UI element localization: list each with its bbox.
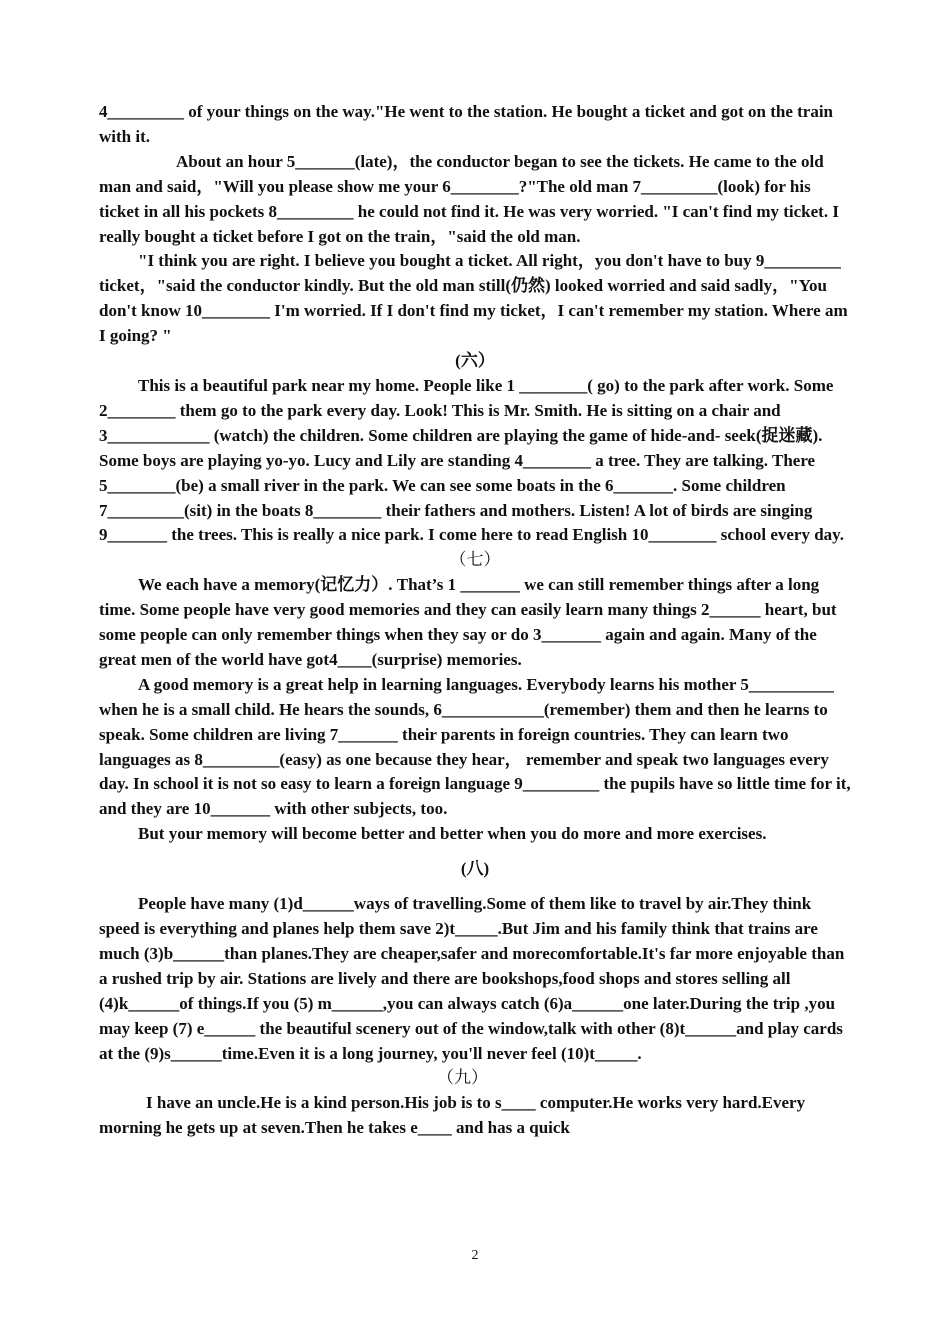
- paragraph-travel: People have many (1)d______ways of travelling.Some of them like to travel by air.They think speed is everything and planes help them save 2)t_____.But Jim and his family think that trains are much (3)b______than planes.They are cheaper,safer and morecomfortable.It's far more enjoyable than a rushed trip by air. Stations are lively and there are bookshops,food shops and stores selling all (4)k______of things.If you (5) m______,you can always catch (6)a______one later.During the trip ,you may keep (7) e______ the beautiful scenery out of the window,talk with other (8)t______and play cards at the (9)s______time.Even it is a long journey, you'll never feel (10)t_____.: [99, 894, 845, 1063]
- paragraph-2: About an hour 5_______(late)，the conductor began to see the tickets. He came to the old man and said，"Will you please show me your 6________?"The old man 7_________(look) for his ticket in all his pockets 8_________ he could not find it. He was very worried. "I can't find my ticket. I really bought a ticket before I got on the train，"said the old man.: [99, 151, 839, 246]
- paragraph-3: "I think you are right. I believe you bought a ticket. All right，you don't have to buy 9_________ ticket，"said the conductor kindly. But the old man still(仍然) looked worried and said sadly，"You don't know 10________ I'm worried. If I don't find my ticket，I can't remember my station. Where am I going? ": [99, 251, 848, 346]
- page-number: 2: [471, 1248, 479, 1263]
- paragraph-memory-1: We each have a memory(记忆力）. That’s 1 _______ we can still remember things after a long time. Some people have very good memories and they can easily learn many things 2______ heart, but some people can only remember things when they say or do 3_______ again and again. Many of the great men of the world have got4____(surprise) memories.: [99, 575, 837, 669]
- section-heading-9: （九）: [437, 1068, 488, 1088]
- document-body: [99, 100, 851, 1141]
- section-heading-8: (八): [460, 859, 490, 879]
- paragraph-memory-3: But your memory will become better and better when you do more and more exercises.: [138, 824, 767, 844]
- paragraph-park: This is a beautiful park near my home. People like 1 ________( go) to the park after work. Some 2________ them go to the park every day. Look! This is Mr. Smith. He is sitting on a chair and 3____________ (watch) the children. Some children are playing the game of hide-and- seek(捉迷藏). Some boys are playing yo-yo. Lucy and Lily are standing 4________ a tree. They are talking. There 5________(be) a small river in the park. We can see some boats in the 6_______. Some children 7_________(sit) in the boats 8________ their fathers and mothers. Listen! A lot of birds are singing 9_______ the trees. This is really a nice park. I come here to read English 10________ school every day.: [99, 375, 844, 545]
- paragraph-1: 4_________ of your things on the way."He went to the station. He bought a ticket and got on the train with it.: [99, 102, 834, 146]
- paragraph-uncle: I have an uncle.He is a kind person.His job is to s____ computer.He works very hard.Every morning he gets up at seven.Then he takes e____ and has a quick: [99, 1093, 806, 1138]
- paragraph-memory-2: A good memory is a great help in learning languages. Everybody learns his mother 5__________ when he is a small child. He hears the sounds, 6____________(remember) them and then he learns to speak. Some children are living 7_______ their parents in foreign countries. They can learn two languages as 8_________(easy) as one because they hear， remember and speak two languages every day. In school it is not so easy to learn a foreign language 9_________ the pupils have so little time for it, and they are 10_______ with other subjects, too.: [99, 674, 851, 819]
- section-heading-7: （七）: [449, 550, 501, 570]
- section-heading-6: (六）: [455, 351, 495, 371]
